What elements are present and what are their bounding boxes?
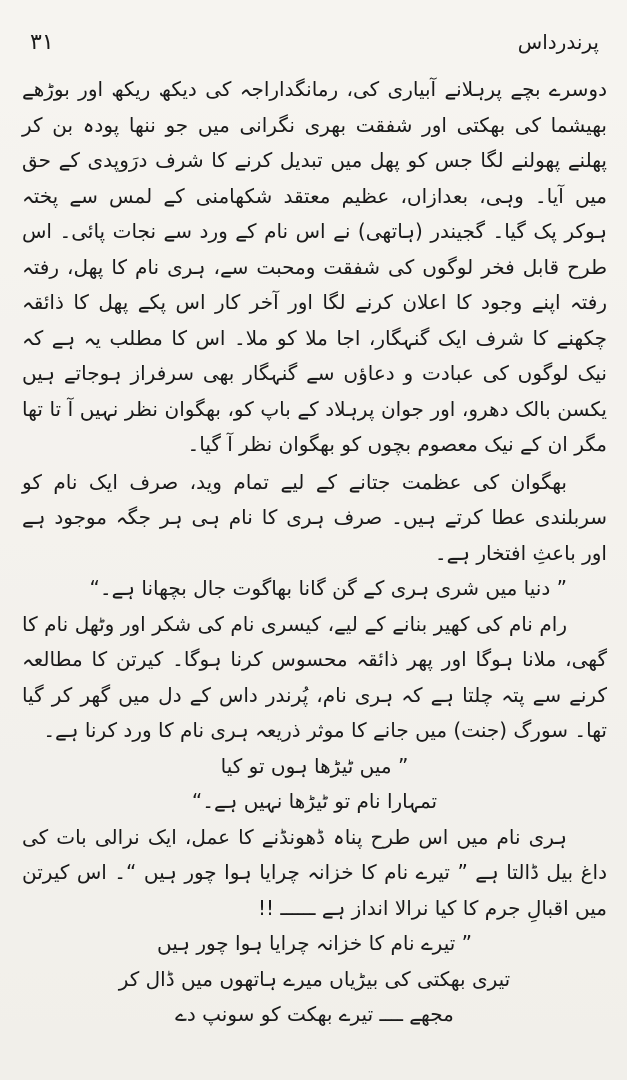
paragraph-2: بھگوان کی عظمت جتانے کے لیے تمام وید، صرف ایک نام کو سربلندی عطا کرتے ہیں۔ صرف ہری کا نام ہی ہر جگہ موجود ہے اور باعثِ افتخار ہے۔ — [22, 469, 607, 565]
verse-line: ” میں ٹیڑھا ہوں تو کیا — [220, 753, 409, 778]
verse-line: ” تیرے نام کا خزانہ چرایا ہوا چور ہیں — [156, 931, 473, 955]
paragraph-1: دوسرے بچے پرہلانے آبیاری کی، رمانگداراجہ کی دیکھ ریکھ اور بوڑھے بھیشما کی بھکتی اور شفقت بھری نگرانی میں جو ننھا پودہ بن کر پھلنے پھولنے لگا جس کو پھل میں تبدیل کرنے کا شرف درَوپدی کے حق میں آیا۔ وہی، بعدازاں، عظیم معتقد شکھامنی کے لمس سے پختہ ہوکر پک گیا۔ گجیندر (ہاتھی) نے اس نام کے ورد سے نجات پائی۔ اس طرح قابل فخر لوگوں کی شفقت ومحبت سے، ہری نام کا پھل، رفتہ رفتہ اپنے وجود کا اعلان کرنے لگا اور آخر کار اس پکے پھل کا ذائقہ چکھنے کا شرف ایک گنہگار، اجا ملا کو ملا۔ اس کا مطلب یہ ہے کہ نیک لوگوں کی عبادت و دعاؤں سے گنہگار بھی سرفراز ہوجاتے ہیں یکسن بالک دھرو، اور جوان پرہلاد کے باپ کو، بھگوان نظر نہیں آ تا تھا مگر ان کے نیک معصوم بچوں کو بھگوان نظر آ گیا۔ — [22, 77, 607, 456]
paragraph-3: رام نام کی کھیر بنانے کے لیے، کیسری نام کی شکر اور وٹھل نام کا گھی، ملانا ہوگا اور پھر ذائقہ محسوس کرنا ہوگا۔ کیرتن کا مطالعہ کرنے سے پتہ چلتا ہے کہ ہری نام، پُرندر داس کے دل میں گھر کر گیا تھا۔ سورگ (جنت) میں جانے کا موثر ذریعہ ہری نام کا ورد کرنا ہے۔ — [22, 611, 607, 742]
page-header — [30, 30, 599, 60]
quote-line: ” دنیا میں شری ہری کے گن گانا بھاگوت جال بچھانا ہے۔“ — [89, 576, 567, 600]
verse-line: تمہارا نام تو ٹیڑھا نہیں ہے۔“ — [191, 789, 438, 813]
verse-line: تیری بھکتی کی بیڑیاں میرے ہاتھوں میں ڈال کر — [118, 966, 511, 991]
verse-line: مجھے ــــ تیرے بھکت کو سونپ دے — [175, 1002, 454, 1026]
paragraph-4: ہری نام میں اس طرح پناہ ڈھونڈنے کا عمل، ایک نرالی بات کی داغ بیل ڈالتا ہے ” تیرے نام کا خزانہ چرایا ہوا چور ہیں “۔ اس کیرتن میں اقبالِ جرم کا کیا نرالا انداز ہے ــــــ !! — [22, 824, 607, 920]
page-body — [22, 72, 607, 1033]
page-number: ۳۱ — [30, 30, 54, 55]
running-title: پرندرداس — [517, 30, 599, 54]
